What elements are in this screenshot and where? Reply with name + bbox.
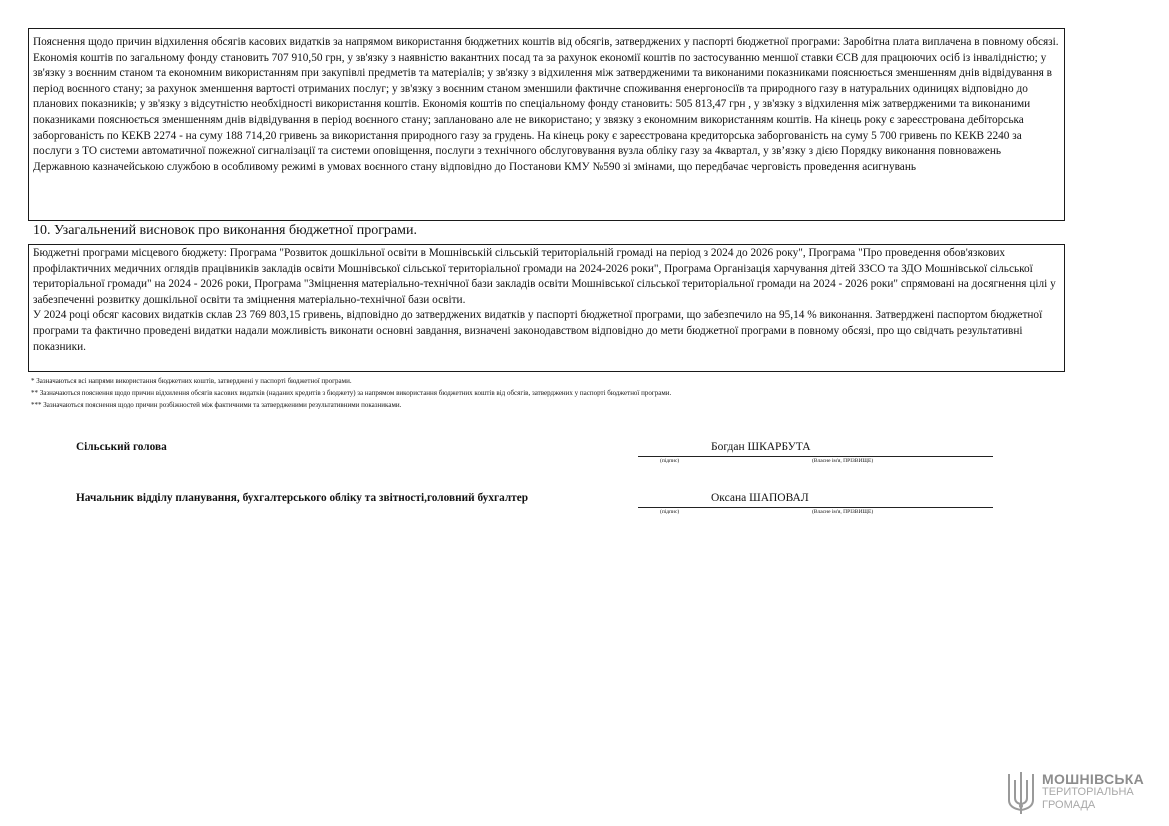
footnote-2: ** Зазначаються пояснення щодо причин відхилення обсягів касових видатків (наданих кредитів з бюджету) за напрямом використання бюджетних коштів від обсягів, затверджених у паспорті бюджетної програми. — [31, 389, 672, 397]
logo-line-2: ТЕРИТОРІАЛЬНА — [1042, 786, 1134, 798]
signature-line-head — [638, 456, 993, 457]
signature-name-head: Богдан ШКАРБУТА — [711, 441, 811, 453]
signature-hint-head: (підпис) — [660, 458, 680, 464]
explanation-text: Пояснення щодо причин відхилення обсягів касових видатків за напрямом використання бюджетних коштів від обсягів, затверджених у паспорті бюджетної програми: Заробітна плата виплачена в повному обсязі. Економія коштів по загальному фонду становить 707 910,50 грн, у зв'язку з наявністю вакантних посад та за рахунок економії коштів по застосуванню меншої ставки ЄСВ для працюючих осіб із інвалідністю; у зв'язку з воєнним станом та економним використанням при закупівлі предметів та матеріалів; у зв'язку з відхилення між затвердженими та виконаними показниками пояснюється зменшенням днів відвідування в період воєнного стану; за рахунок зменшення вартості отриманих послуг; у зв'язку з воєнним станом зменшили фактичне споживання енергоносіїв та природного газу в натуральних одиницях відповідно до планових показників; у зв'язку з відсутністю необхідності використання коштів. Економія коштів по спеціальному фонду становить: 505 813,47 грн , у зв'язку з відхилення між затвердженими та виконаними показниками пояснюється зменшенням днів відвідування в період воєнного стану; заплановано але не використано; у звязку з економним використанням коштів. На кінець року є зареєстрована дебіторська заборгованість по КЕКВ 2274 - на суму 188 714,20 гривень за використання природного газу за грудень. На кінець року є зареєстрована кредиторська заборгованість на суму 5 700 гривень по КЕКВ 2240 за послуги з ТО системи автоматичної пожежної сигналізації та системи оповіщення, послуги з технічного обслуговування вузла обліку газу за 4квартал, у зв’язку з дією Порядку виконання повноважень Державною казначейською службою в особливому режимі в умовах воєнного стану відповідно до Постанови КМУ №590 зі змінами, що передбачає черговість проведення асигнувань — [33, 36, 1059, 173]
signature-position-accountant: Начальник відділу планування, бухгалтерського обліку та звітності,головний бухгалтер — [76, 492, 529, 504]
section-10-title: 10. Узагальнений висновок про виконання бюджетної програми. — [33, 223, 417, 238]
conclusion-paragraph-2: У 2024 році обсяг касових видатків склав 23 769 803,15 гривень, відповідно до затверджених видатків у паспорті бюджетної програми, що забезпечило на 95,14 % виконання. Затверджені паспортом бюджетної програми та фактично проведені видатки надали можливість виконати основні завдання, визначені законодавством відповідно до мети бюджетної програми в повному обсязі, про що свідчать результативні показники. — [33, 309, 1043, 353]
signature-line-accountant — [638, 507, 993, 508]
signature-name-accountant: Оксана ШАПОВАЛ — [711, 492, 809, 504]
logo-line-3: ГРОМАДА — [1042, 799, 1096, 811]
footnote-1: * Зазначаються всі напрями використання бюджетних коштів, затверджені у паспорті бюджетної програми. — [31, 377, 352, 385]
community-logo — [1006, 770, 1151, 820]
name-hint-head: (Власне ім'я, ПРІЗВИЩЕ) — [812, 458, 874, 464]
explanation-box — [28, 28, 1065, 221]
conclusion-box — [28, 244, 1065, 372]
footnotes — [31, 375, 671, 411]
signature-hint-accountant: (підпис) — [660, 509, 680, 515]
name-hint-accountant: (Власне ім'я, ПРІЗВИЩЕ) — [812, 509, 874, 515]
trident-icon — [1006, 770, 1036, 816]
conclusion-paragraph-1: Бюджетні програми місцевого бюджету: Програма "Розвиток дошкільної освіти в Мошнівській сільській територіальній громаді на період з 2024 до 2026 року", Програма "Про проведення обов'язкових профілактичних медичних оглядів працівників закладів освіти Мошнівської сільської територіальної громади на 2024-2026 роки", Програма Організація харчування дітей ЗЗСО та ЗДО Мошнівської сільської територіальної громади" на 2024 - 2026 роки, Програма "Зміцнення матеріально-технічної бази закладів освіти Мошнівської сільської територіальної громади на 2024 - 2026 роки" спрямовані на досягнення цілі у забезпеченні розвитку дошкільної освіти та зміцнення матеріально-технічної бази освіти. — [33, 247, 1056, 306]
logo-line-1: МОШНІВСЬКА — [1042, 771, 1145, 787]
signature-position-head: Сільський голова — [76, 441, 167, 453]
footnote-3: *** Зазначаються пояснення щодо причин розбіжностей між фактичними та затвердженими результативними показниками. — [31, 401, 402, 409]
